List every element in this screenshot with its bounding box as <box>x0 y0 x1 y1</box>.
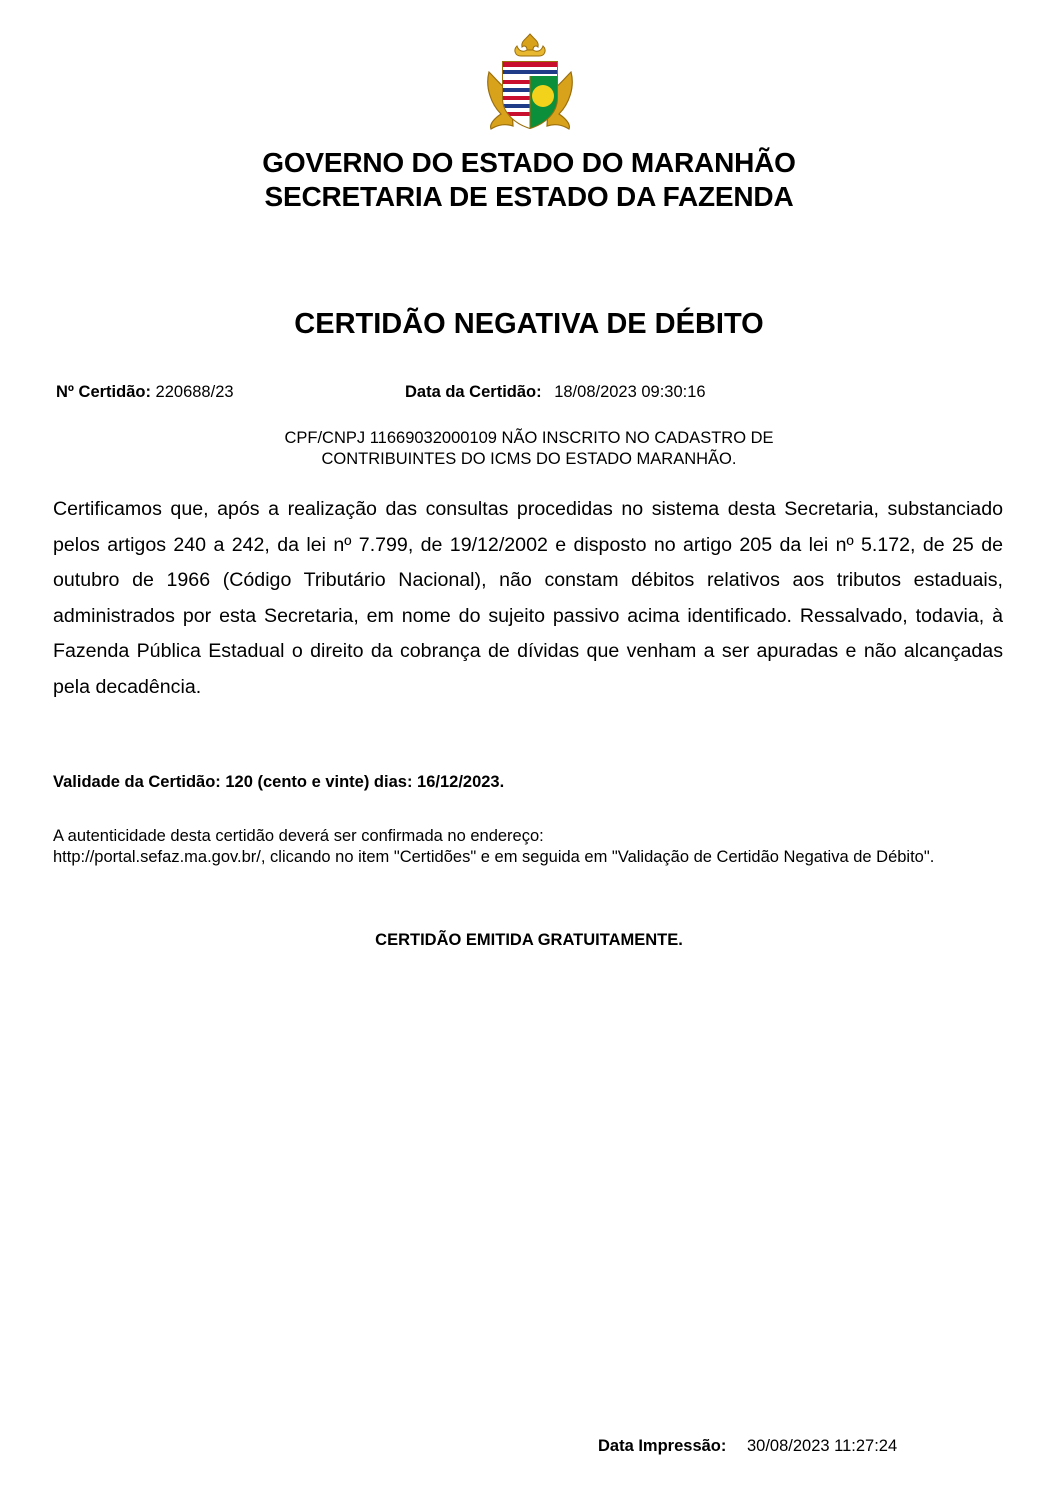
validity-statement: Validade da Certidão: 120 (cento e vinte) dias: 16/12/2023. <box>53 773 505 791</box>
government-title: GOVERNO DO ESTADO DO MARANHÃO <box>262 147 796 178</box>
certificate-date-label: Data da Certidão: <box>405 383 542 401</box>
print-date-label: Data Impressão: <box>598 1437 727 1455</box>
free-issue-notice: CERTIDÃO EMITIDA GRATUITAMENTE. <box>375 931 683 949</box>
certificate-date <box>405 383 706 402</box>
print-date-value: 30/08/2023 11:27:24 <box>746 1437 898 1455</box>
certificate-number-value: 220688/23 <box>155 383 234 401</box>
header <box>0 146 1058 214</box>
authenticity-line-2: http://portal.sefaz.ma.gov.br/, clicando no item "Certidões" e em seguida em "Validação de Certidão Negativa de Débito". <box>53 848 935 866</box>
cpf-notice-line-2: CONTRIBUINTES DO ICMS DO ESTADO MARANHÃO. <box>321 450 737 468</box>
authenticity-line-1: A autenticidade desta certidão deverá ser confirmada no endereço: <box>53 827 544 845</box>
print-date <box>598 1437 897 1456</box>
certificate-date-value: 18/08/2023 09:30:16 <box>554 383 706 401</box>
document-title: CERTIDÃO NEGATIVA DE DÉBITO <box>294 308 764 340</box>
certificate-number <box>56 383 234 402</box>
cpf-notice-line-1: CPF/CNPJ 11669032000109 NÃO INSCRITO NO CADASTRO DE <box>284 429 774 447</box>
certificate-body: Certificamos que, após a realização das consultas procedidas no sistema desta Secretaria, substanciado pelos artigos 240 a 242, da lei nº 7.799, de 19/12/2002 e disposto no artigo 205 da lei nº 5.172, de 25 de outubro de 1966 (Código Tributário Nacional), não constam débitos relativos aos tributos estaduais, administrados por esta Secretaria, em nome do sujeito passivo acima identificado. Ressalvado, todavia, à Fazenda Pública Estadual o direito da cobrança de dívidas que venham a ser apuradas e não alcançadas pela decadência. <box>53 498 1003 698</box>
coat-of-arms-icon <box>481 32 579 132</box>
authenticity-notice <box>53 826 1013 868</box>
secretariat-title: SECRETARIA DE ESTADO DA FAZENDA <box>264 181 794 212</box>
cpf-notice <box>0 428 1058 470</box>
crest-crown <box>522 34 538 50</box>
certificate-number-label: Nº Certidão: <box>56 383 151 401</box>
